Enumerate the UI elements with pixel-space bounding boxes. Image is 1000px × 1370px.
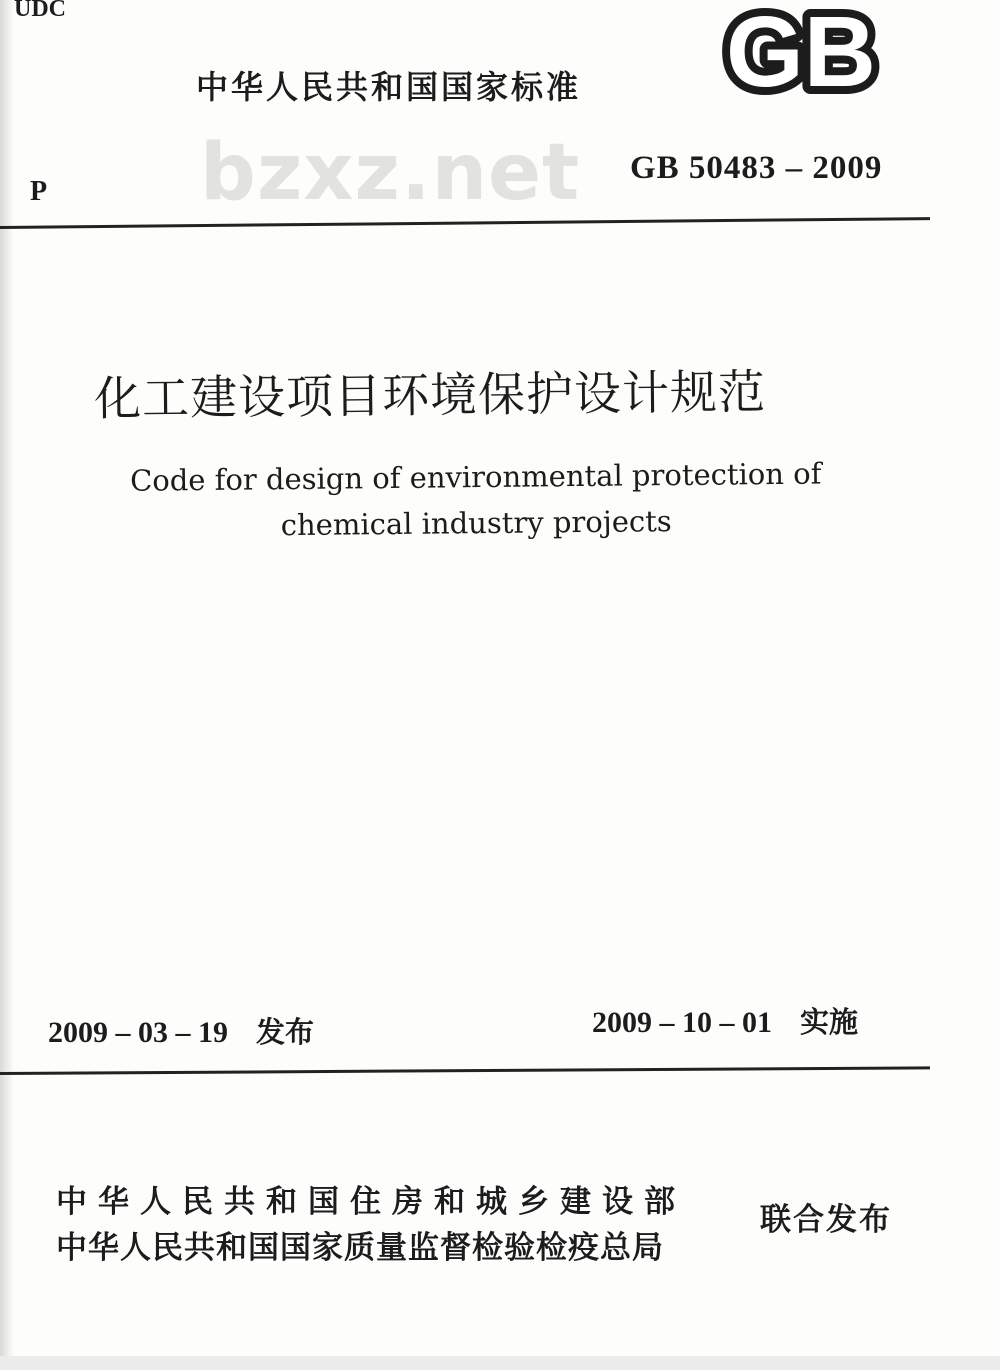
implementation-label: 实施 (800, 1005, 859, 1039)
udc-label: UDC (14, 0, 66, 22)
classification-code: P (30, 176, 48, 207)
gb-logo-mark: GB (726, 8, 876, 96)
joint-issue-label: 联合发布 (760, 1202, 892, 1238)
scan-bottom-edge (0, 1356, 1000, 1370)
issuer-ministry: 中华人民共和国住房和城乡建设部 (56, 1184, 686, 1220)
standard-number: GB 50483 – 2009 (630, 150, 883, 186)
implementation-date: 2009 – 10 – 01 (592, 1006, 772, 1039)
issuer-quality-bureau: 中华人民共和国国家质量监督检验检疫总局 (56, 1230, 664, 1266)
standard-type-heading: 中华人民共和国国家标准 (196, 68, 582, 106)
top-divider (0, 217, 930, 229)
gb-logo (712, 8, 890, 96)
issue-label: 发布 (256, 1015, 315, 1049)
issue-date: 2009 – 03 – 19 (48, 1016, 228, 1049)
bottom-divider (0, 1066, 930, 1075)
scan-edge-shadow (0, 0, 14, 1370)
title-chinese: 化工建设项目环境保护设计规范 (93, 364, 767, 427)
implementation-date-row (592, 1000, 858, 1041)
issue-date-row (48, 1010, 314, 1051)
watermark-text: bzxz.net (200, 128, 581, 218)
title-english: Code for design of environmental protection of chemical industry projects (129, 456, 822, 543)
